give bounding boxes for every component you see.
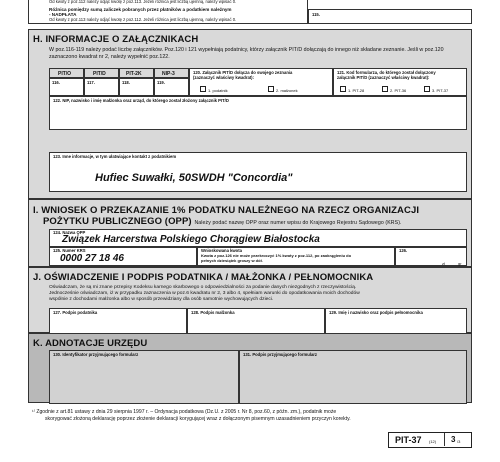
header-pito-label: PIT/O bbox=[58, 71, 72, 77]
section-j-text-3: wspólnie z dochodami małżonka albo w sposób przewidziany dla osób samotnie wychowujących dzieci. bbox=[49, 297, 274, 302]
field-129[interactable] bbox=[325, 308, 467, 334]
section-i-title-line2 bbox=[43, 216, 402, 227]
form-code-box bbox=[388, 432, 472, 448]
attachments-table bbox=[49, 68, 189, 96]
section-j-text-2: Jednocześnie oświadczam, iż w przypadku zaznaczenia w poz.6 kwadratu nr 2, 3 albo 4, spełniam warunki do opodatkowania moich dochodów bbox=[49, 291, 360, 296]
field-122-label: 122. NIP, nazwisko i imię małżonka oraz urząd, do którego został złożony załącznik PIT/D bbox=[53, 98, 229, 103]
field-116-number: 116. bbox=[52, 80, 60, 85]
field-129-label: 129. Imię i nazwisko oraz podpis pełnomocnika bbox=[329, 310, 423, 315]
field-124-value: Związek Harcerstwa Polskiego Chorągiew Białostocka bbox=[62, 234, 320, 245]
header-nip3 bbox=[154, 68, 189, 78]
field-122[interactable] bbox=[49, 96, 467, 130]
field-116[interactable] bbox=[49, 78, 84, 96]
section-h-intro: W poz.116-119 należy podać liczbę załączników. Poz.120 i 121 wypełniają podatnicy, którzy załącznik PIT/D dołączają do innego niż składane zeznanie. Jeśli w poz.120 zaznaczono kwadrat nr 2, należy wypełnić poz.122. bbox=[49, 47, 444, 60]
checkbox-120-malzonek[interactable] bbox=[268, 86, 274, 92]
field-130-label: 130. Identyfikator przyjmującego formularz bbox=[53, 352, 139, 357]
field-126-number: 126. bbox=[399, 248, 408, 253]
footnote-line-1: ¹⁾ Zgodnie z art.81 ustawy z dnia 29 sierpnia 1997 r. – Ordynacja podatkowa (Dz.U. z 2005 r. Nr 8, poz.60, z późn. zm.), podatnik może bbox=[32, 409, 337, 415]
field-121-label: 121. Kod formularza, do którego został dołączony załącznik PIT/D (zaznaczyć właściwy kwadrat): bbox=[337, 70, 436, 80]
top-note-2: Różnica pomiędzy sumą zaliczek pobranych przez płatników a podatkiem należnym bbox=[49, 7, 232, 12]
field-126-note: Kwota z poz.126 nie może przekroczyć 1% kwoty z poz.112, po zaokrągleniu do pełnych dziesiątek groszy w dół. bbox=[201, 253, 352, 263]
section-h-title: H. INFORMACJE O ZAŁĄCZNIKACH bbox=[33, 34, 199, 45]
section-i-title2: POŻYTKU PUBLICZNEGO (OPP) bbox=[43, 216, 192, 227]
header-pito bbox=[49, 68, 84, 78]
field-124-label: 124. Nazwa OPP bbox=[53, 230, 86, 235]
field-130[interactable] bbox=[49, 350, 239, 404]
checkbox-120-podatnik[interactable] bbox=[200, 86, 206, 92]
section-i-title: I. WNIOSEK O PRZEKAZANIE 1% PODATKU NALEŻNEGO NA RZECZ ORGANIZACJI bbox=[33, 205, 420, 216]
section-i bbox=[28, 199, 472, 267]
field-131[interactable] bbox=[239, 350, 467, 404]
field-125[interactable] bbox=[49, 247, 197, 266]
header-pitd bbox=[84, 68, 119, 78]
field-124[interactable] bbox=[49, 229, 467, 247]
footnote-line-2: skorygować złożoną deklarację poprzez złożenie deklaracji korygującej wraz z dołączonym pisemnym uzasadnieniem przyczyn korekty. bbox=[45, 416, 351, 422]
field-117-number: 117. bbox=[87, 80, 95, 85]
field-126-gr: gr bbox=[458, 261, 462, 266]
section-k-title: K. ADNOTACJE URZĘDU bbox=[33, 338, 148, 349]
field-126-zl: zł bbox=[442, 261, 445, 266]
section-j-title: J. OŚWIADCZENIE I PODPIS PODATNIKA / MAŁŻONKA / PEŁNOMOCNIKA bbox=[33, 272, 374, 283]
checkbox-121-pit28[interactable] bbox=[340, 86, 346, 92]
top-remnant-left bbox=[28, 0, 308, 24]
field-127[interactable] bbox=[49, 308, 187, 334]
field-126-info bbox=[197, 247, 395, 266]
field-125-value: 0000 27 18 46 bbox=[60, 253, 124, 264]
header-pit2k-label: PIT-2K bbox=[126, 71, 142, 77]
top-note-1: Od kwoty z poz.112 należy odjąć kwotę z poz.113. Jeżeli różnica jest liczbą ujemną, należy wpisać 0. bbox=[49, 0, 237, 4]
field-120-label: 120. Załącznik PIT/D dołącza do swojego zeznania (zaznaczyć właściwy kwadrat): bbox=[193, 70, 293, 80]
field-125-label: 125. Numer KRS bbox=[53, 248, 86, 253]
field-126[interactable] bbox=[395, 247, 467, 266]
field-128-label: 128. Podpis małżonka bbox=[191, 310, 235, 315]
page-total: /3 bbox=[457, 439, 461, 444]
option-121-pit36: 2. PIT-36 bbox=[390, 88, 407, 93]
section-i-subtitle: Należy podać nazwę OPP oraz numer wpisu do Krajowego Rejestru Sądowego (KRS). bbox=[194, 220, 402, 226]
top-note-3: - NADPŁATA bbox=[49, 12, 77, 17]
field-119-number: 119. bbox=[157, 80, 165, 85]
field-118-number: 118. bbox=[122, 80, 130, 85]
section-k bbox=[28, 333, 472, 403]
option-121-pit37: 3. PIT-37 bbox=[432, 88, 449, 93]
field-115[interactable] bbox=[308, 9, 472, 24]
field-115-number: 115. bbox=[312, 12, 320, 17]
top-note-4: Od kwoty z poz.113 należy odjąć kwotę z poz.112. Jeżeli różnica jest liczbą ujemną, należy wpisać 0. bbox=[49, 17, 237, 22]
form-code: PIT-37 bbox=[395, 435, 422, 445]
form-code-divider bbox=[444, 433, 445, 446]
header-pit2k bbox=[119, 68, 154, 78]
form-version: (12) bbox=[429, 439, 437, 444]
option-121-pit28: 1. PIT-28 bbox=[348, 88, 365, 93]
field-120 bbox=[189, 68, 333, 96]
field-117[interactable] bbox=[84, 78, 119, 96]
field-128[interactable] bbox=[187, 308, 325, 334]
header-pitd-label: PIT/D bbox=[93, 71, 106, 77]
section-j bbox=[28, 267, 472, 333]
section-h bbox=[28, 29, 472, 199]
field-131-label: 131. Podpis przyjmującego formularz bbox=[243, 352, 317, 357]
field-123-label: 123. Inne informacje, w tym ułatwiające kontakt z podatnikiem bbox=[53, 154, 177, 159]
option-120-podatnik: 1. podatnik bbox=[208, 88, 228, 93]
field-121 bbox=[333, 68, 467, 96]
field-127-label: 127. Podpis podatnika bbox=[53, 310, 98, 315]
checkbox-121-pit37[interactable] bbox=[424, 86, 430, 92]
option-120-malzonek: 2. małżonek bbox=[276, 88, 298, 93]
field-123[interactable] bbox=[49, 152, 467, 192]
field-126-info-label: Wnioskowana kwota bbox=[201, 248, 242, 253]
section-j-text-1: Oświadczam, że są mi znane przepisy Kodeksu karnego skarbowego o odpowiedzialności za podanie danych niezgodnych z rzeczywistością. bbox=[49, 285, 357, 290]
field-123-value: Hufiec Suwałki, 50SWDH "Concordia" bbox=[95, 172, 293, 184]
field-119[interactable] bbox=[154, 78, 189, 96]
checkbox-121-pit36[interactable] bbox=[382, 86, 388, 92]
header-nip3-label: NIP-3 bbox=[162, 71, 175, 77]
page-number: 3 bbox=[451, 435, 456, 444]
field-118[interactable] bbox=[119, 78, 154, 96]
